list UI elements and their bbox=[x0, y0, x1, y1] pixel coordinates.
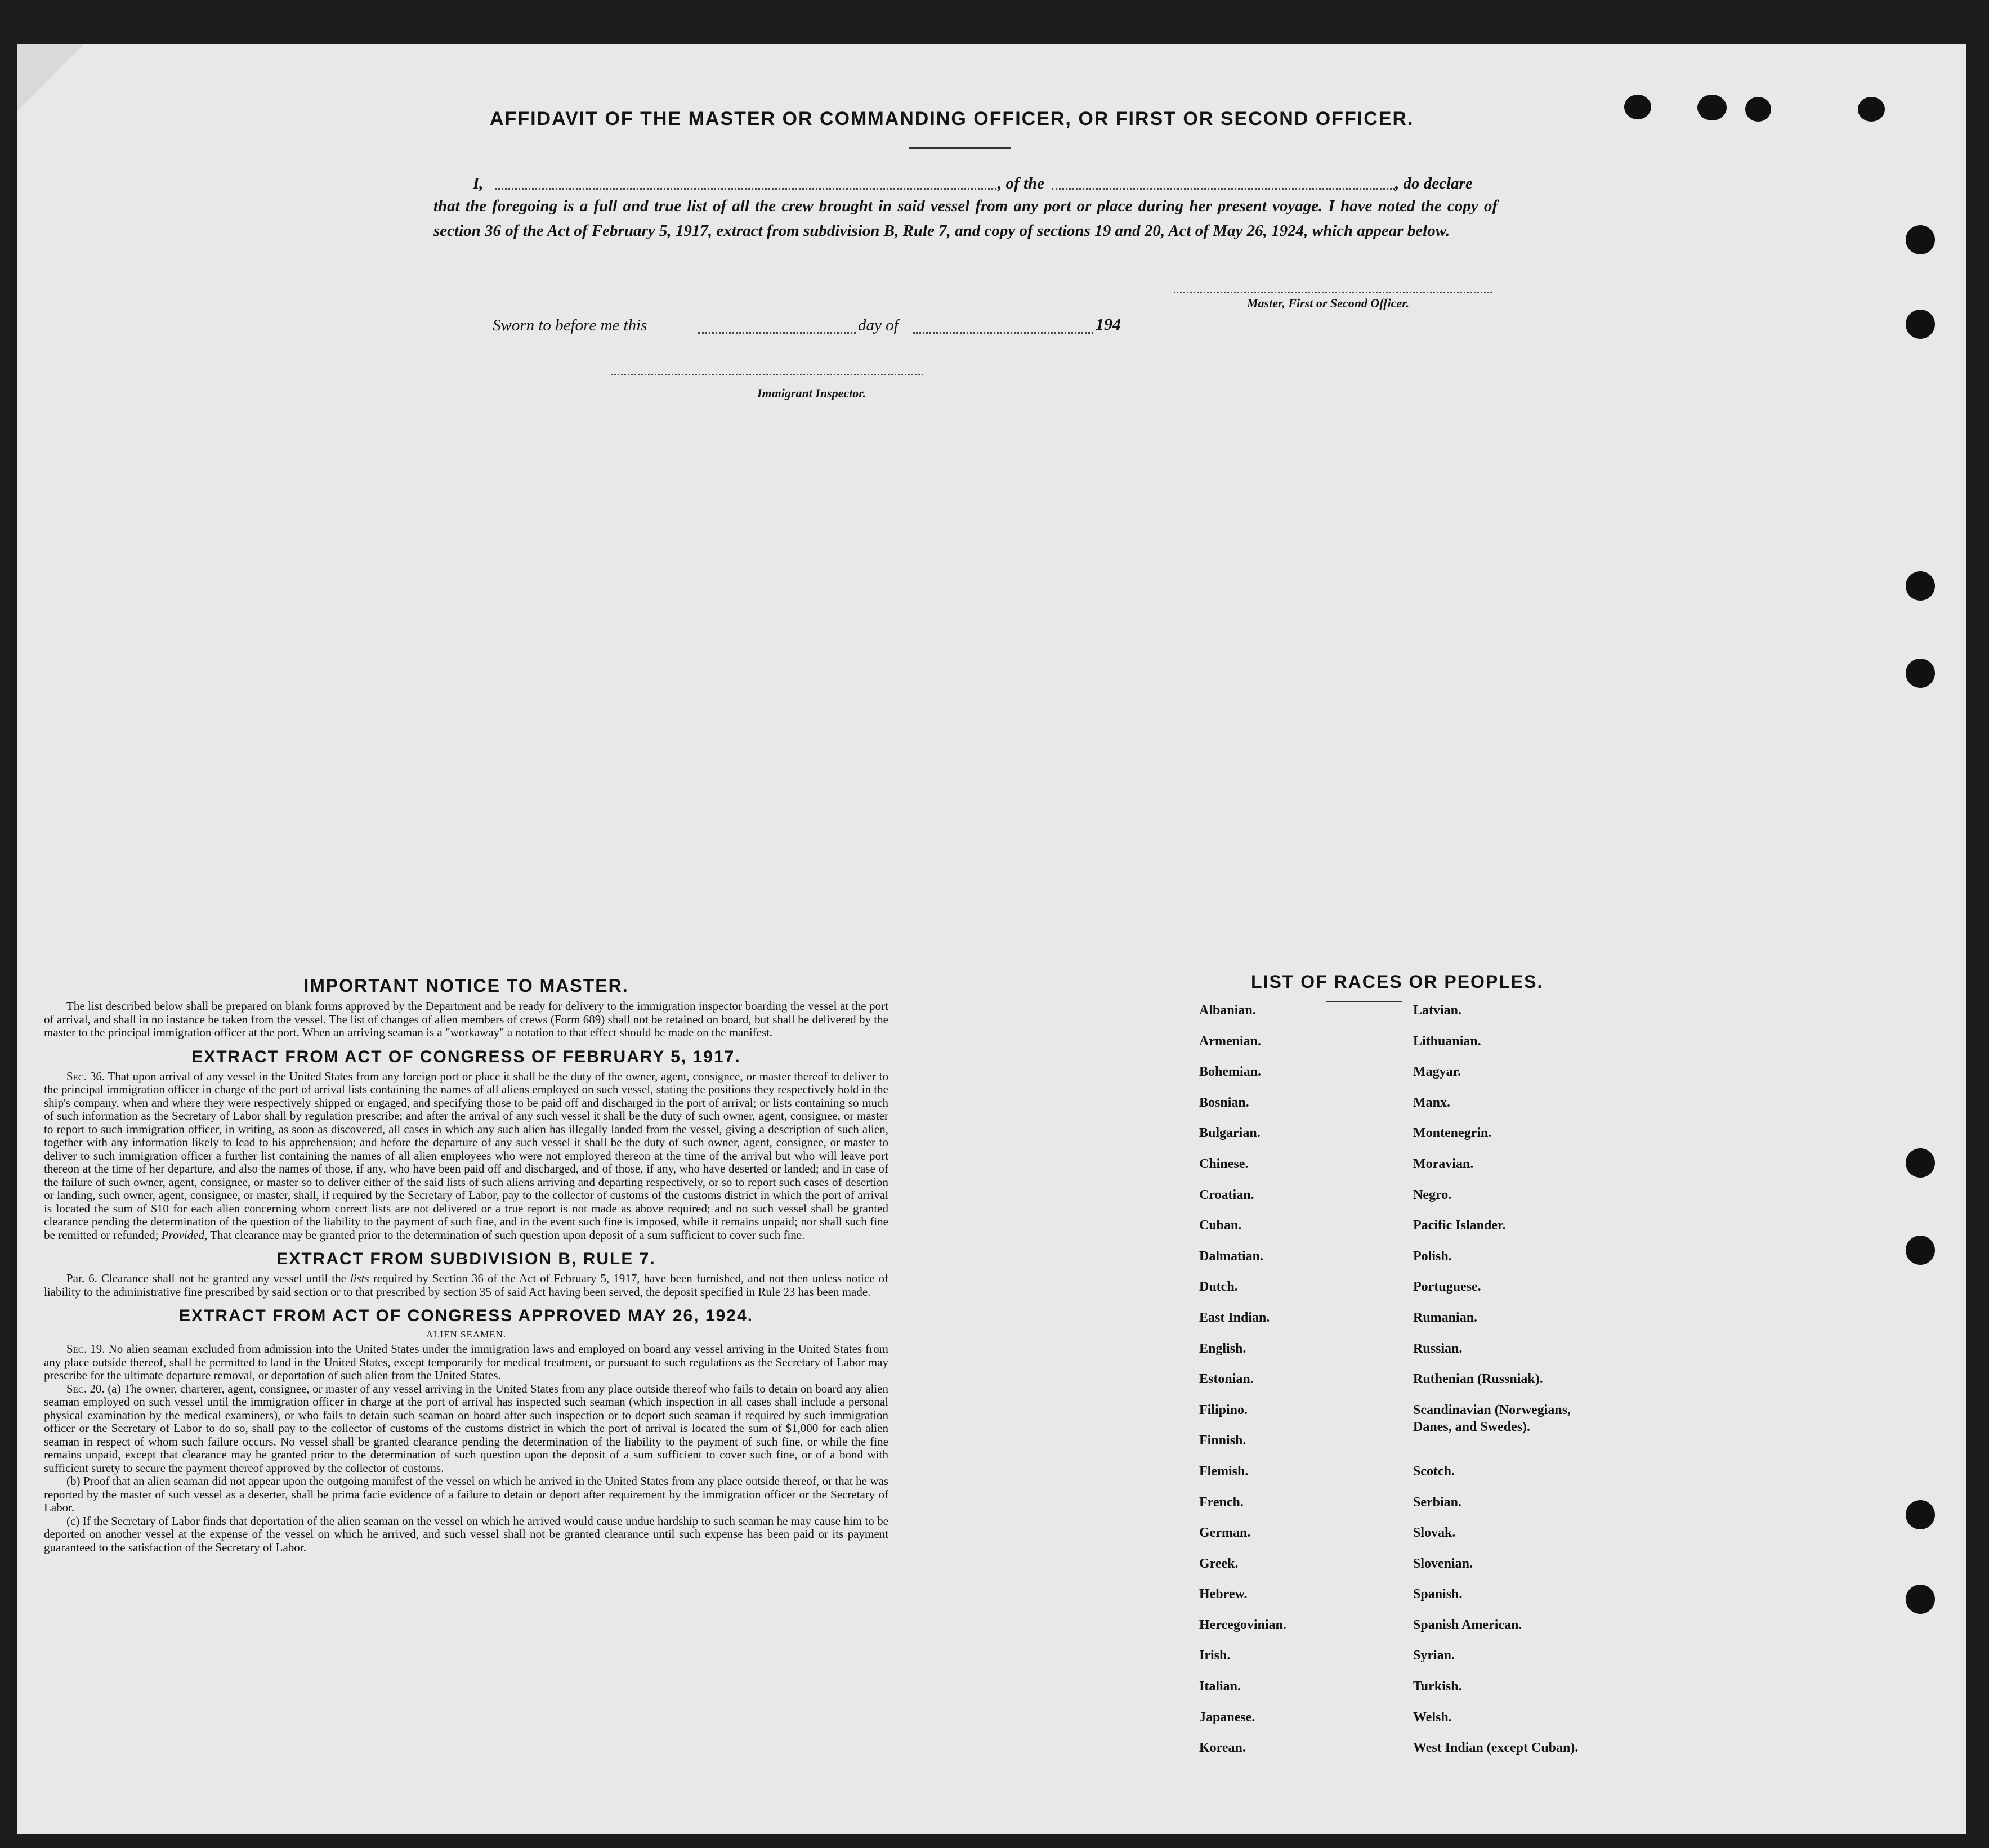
folded-corner bbox=[17, 44, 84, 111]
race-item: Dutch. bbox=[1199, 1279, 1238, 1295]
race-item: Magyar. bbox=[1413, 1064, 1461, 1080]
race-item: Italian. bbox=[1199, 1679, 1241, 1694]
race-item: East Indian. bbox=[1199, 1310, 1270, 1325]
race-item: Portuguese. bbox=[1413, 1279, 1481, 1295]
race-item: Ruthenian (Russniak). bbox=[1413, 1372, 1543, 1387]
race-item: Hercegovinian. bbox=[1199, 1617, 1286, 1632]
race-item: Armenian. bbox=[1199, 1033, 1261, 1049]
sworn-label: Sworn to before me this bbox=[493, 316, 647, 334]
section-36-text: That upon arrival of any vessel in the United States from any foreign port or place it shall be the duty of the owner, agent, consignee, or master thereof to deliver to the principal immigration officer in charge of the port of arrival lists containing the names of all aliens employed on such vessel, stating the positions they respectively hold in the ship's company, when and where they were respectively shipped or engaged, and specifying those to be paid off and discharged in the port of arrival; or lists containing so much of such information as the Secretary of Labor shall by regulation prescribe; and after the arrival of any such vessel it shall be the duty of such owner, agent, consignee, or master to report to such immigration officer, in writing, as soon as discovered, all cases in which any such alien has illegally landed from the vessel, giving a description of such alien, together with any information likely to lead to his apprehension; and before the departure of any such vessel it shall be the duty of such owner, agent, consignee, or master to deliver to such immigration officer a further list containing the names of all alien employees who were not employed thereon at the time of the arrival but who will leave port thereon at the time of her departure, and also the names of those, if any, who have been paid off and discharged, and of those, if any, who have deserted or landed; and in case of the failure of such owner, agent, consignee, or master so to deliver either of the said lists of such aliens arriving and departing respectively, or so to report such cases of desertion or landing, such owner, agent, consignee, or master, shall, if required by the Secretary of Labor, pay to the collector of customs of the customs district in which the port of arrival is located the sum of $10 for each alien concerning whom correct lists are not delivered or a true report is not made as above required; and no such vessel shall be granted clearance pending the determination of the question of the liability to the payment of such fine, and in the event such fine is imposed, while it remains unpaid; nor shall such fine be remitted or refunded; bbox=[44, 1069, 888, 1242]
section-19-text: No alien seaman excluded from admission into the United States under the immigration laws and employed on board any vessel arriving in the United States from any place outside thereof, shall be permitted to land in the United States, except temporarily for medical treatment, or pursuant to such regulations as the Secretary of Labor may prescribe for the ultimate departure removal, or deportation of such alien from the United States. bbox=[44, 1342, 888, 1382]
section-20a-text: (a) The owner, charterer, agent, consignee, or master of any vessel arriving in the United States from any place outside thereof who fails to detain on board any alien seaman employed on such vessel until the immigration officer in charge at the port of arrival has inspected such seaman (which inspection in all cases shall include a personal physical examination by the medical examiners), or who fails to detain such seaman on board after such inspection or to deport such seaman if required by such immigration officer or the Secretary of Labor to do so, shall pay to the collector of customs of the customs district in which the port of arrival is located the sum of $1,000 for each alien seaman in respect of whom such failure occurs. No vessel shall be granted clearance pending the determination of the liability to the payment of such fine, or while the fine remains unpaid, except that clearance may be granted prior to the determination of such question upon the deposit of a sum sufficient to cover such fine, or of a bond with sufficient surety to secure the payment thereof approved by the collector of customs. bbox=[44, 1381, 889, 1475]
race-item: Japanese. bbox=[1199, 1710, 1255, 1725]
race-item: Spanish. bbox=[1413, 1587, 1463, 1602]
section-20b: (b) Proof that an alien seaman did not appear upon the outgoing manifest of the vessel on which he arrived in the United States from any place outside thereof, or that he was reported by the master of such vessel as a deserter, shall be prima facie evidence of a failure to detain or deport after requirement by the immigration officer or the Secretary of Labor. bbox=[44, 1474, 888, 1514]
section-20a bbox=[44, 1382, 888, 1475]
race-item: Spanish American. bbox=[1413, 1617, 1522, 1632]
race-item: Russian. bbox=[1413, 1341, 1463, 1356]
race-item: Hebrew. bbox=[1199, 1587, 1248, 1602]
document-page bbox=[17, 44, 1966, 1834]
race-item: French. bbox=[1199, 1494, 1244, 1510]
race-item: Slovak. bbox=[1413, 1525, 1456, 1541]
race-item: Flemish. bbox=[1199, 1464, 1249, 1479]
notice-text: The list described below shall be prepared on blank forms approved by the Department and be ready for delivery to the immigration inspector boarding the vessel at the port of arrival, and shall in no instance be taken from the vessel. The list of changes of alien members of crews (Form 689) shall not be retained on board, but shall be delivered by the master to the principal immigration officer at the port. When an arriving seaman is a "workaway" a notation to that effect should be made on the manifest. bbox=[44, 999, 888, 1039]
affidavit-title: AFFIDAVIT OF THE MASTER OR COMMANDING OFFICER, OR FIRST OR SECOND OFFICER. bbox=[490, 108, 1414, 129]
race-item: Bohemian. bbox=[1199, 1064, 1262, 1080]
race-item: Latvian. bbox=[1413, 1003, 1462, 1018]
race-item: Rumanian. bbox=[1413, 1310, 1478, 1325]
extract-1924-title: EXTRACT FROM ACT OF CONGRESS APPROVED MAY 26, 1924. bbox=[179, 1306, 753, 1325]
inspector-label: Immigrant Inspector. bbox=[757, 386, 866, 400]
proviso-label: Provided, bbox=[161, 1228, 208, 1242]
title-underline bbox=[909, 147, 1011, 149]
race-item: Lithuanian. bbox=[1413, 1033, 1481, 1049]
binder-hole bbox=[1624, 95, 1651, 119]
race-item: Croatian. bbox=[1199, 1187, 1254, 1202]
race-item: Polish. bbox=[1413, 1249, 1452, 1264]
race-item: Albanian. bbox=[1199, 1003, 1256, 1018]
rule7-lists-word: lists bbox=[350, 1272, 369, 1285]
affidavit-of-the: , of the bbox=[998, 174, 1044, 193]
race-item: Estonian. bbox=[1199, 1372, 1254, 1387]
signature-label: Master, First or Second Officer. bbox=[1247, 296, 1410, 310]
race-item: English. bbox=[1199, 1341, 1246, 1356]
inspector-line bbox=[611, 374, 923, 375]
race-item: Bosnian. bbox=[1199, 1095, 1249, 1110]
day-of-label: day of bbox=[858, 316, 899, 334]
race-item: Filipino. bbox=[1199, 1402, 1248, 1417]
rule7-par-label: Par. 6. bbox=[66, 1272, 97, 1285]
section-36 bbox=[44, 1070, 888, 1242]
race-item: Slovenian. bbox=[1413, 1556, 1473, 1571]
binder-hole bbox=[1906, 659, 1935, 688]
signature-line bbox=[1174, 292, 1492, 293]
extract-rule7-title: EXTRACT FROM SUBDIVISION B, RULE 7. bbox=[276, 1250, 656, 1268]
race-item: Negro. bbox=[1413, 1187, 1452, 1202]
races-title: LIST OF RACES OR PEOPLES. bbox=[1251, 972, 1544, 992]
race-item: Manx. bbox=[1413, 1095, 1450, 1110]
affidavit-do-declare: , do declare bbox=[1395, 174, 1473, 193]
binder-hole bbox=[1906, 310, 1935, 339]
race-item: Dalmatian. bbox=[1199, 1249, 1263, 1264]
race-item: Scandinavian (Norwegians, Danes, and Swedes). bbox=[1413, 1402, 1571, 1434]
notice-title: IMPORTANT NOTICE TO MASTER. bbox=[303, 976, 629, 996]
race-item: West Indian (except Cuban). bbox=[1413, 1740, 1579, 1756]
race-item: Welsh. bbox=[1413, 1710, 1452, 1725]
binder-hole bbox=[1697, 95, 1727, 120]
race-item: German. bbox=[1199, 1525, 1251, 1541]
affidavit-body: that the foregoing is a full and true list of all the crew brought in said vessel from any port or place during her present voyage. I have noted the copy of section 36 of the Act of February 5, 1917, extract from subdivision B, Rule 7, and copy of sections 19 and 20, Act of May 26, 1924, which appear below. bbox=[433, 197, 1498, 240]
race-item: Finnish. bbox=[1199, 1433, 1246, 1448]
race-item: Montenegrin. bbox=[1413, 1126, 1492, 1141]
races-list bbox=[1199, 1002, 1638, 1770]
sworn-day-blank bbox=[698, 332, 856, 334]
section-19 bbox=[44, 1343, 888, 1382]
binder-hole bbox=[1906, 1500, 1935, 1529]
rule7-text-a: Clearance shall not be granted any vessel until the bbox=[101, 1272, 346, 1285]
notices-column bbox=[44, 976, 888, 1554]
affidavit-i-label: I, bbox=[473, 174, 484, 193]
binder-hole bbox=[1906, 571, 1935, 601]
race-item: Pacific Islander. bbox=[1413, 1218, 1506, 1233]
race-item: Turkish. bbox=[1413, 1679, 1462, 1694]
race-item: Scotch. bbox=[1413, 1464, 1455, 1479]
rule7-paragraph bbox=[44, 1272, 888, 1299]
section-20c: (c) If the Secretary of Labor finds that deportation of the alien seaman on the vessel on which he arrived would cause undue hardship to such seaman he may cause him to be deported on another vessel at the expense of the vessel on which he arrived, and such vessel shall not be granted clearance until such expense has been paid or its payment guaranteed to the satisfaction of the Secretary of Labor. bbox=[44, 1514, 888, 1554]
extract-1917-title: EXTRACT FROM ACT OF CONGRESS OF FEBRUARY 5, 1917. bbox=[191, 1047, 741, 1066]
race-item: Serbian. bbox=[1413, 1494, 1462, 1510]
binder-hole bbox=[1745, 97, 1771, 122]
section-19-label: Sec. 19. bbox=[66, 1342, 105, 1355]
section-36-label: Sec. 36. bbox=[66, 1069, 105, 1083]
vessel-blank bbox=[1052, 188, 1395, 190]
binder-hole bbox=[1906, 225, 1935, 254]
section-20-label: Sec. 20. bbox=[66, 1381, 105, 1395]
race-item: Syrian. bbox=[1413, 1648, 1455, 1663]
binder-hole bbox=[1906, 1148, 1935, 1178]
proviso-text: That clearance may be granted prior to the determination of such question upon deposit of a sum sufficient to cover such fine. bbox=[210, 1228, 805, 1242]
race-item: Irish. bbox=[1199, 1648, 1231, 1663]
alien-seamen-subtitle: ALIEN SEAMEN. bbox=[426, 1329, 507, 1340]
name-blank bbox=[495, 188, 996, 190]
binder-hole bbox=[1906, 1585, 1935, 1614]
race-item: Greek. bbox=[1199, 1556, 1239, 1571]
race-item: Korean. bbox=[1199, 1740, 1246, 1756]
binder-hole bbox=[1906, 1236, 1935, 1265]
race-item: Moravian. bbox=[1413, 1156, 1474, 1171]
sworn-month-blank bbox=[913, 332, 1093, 334]
race-item: Chinese. bbox=[1199, 1156, 1249, 1171]
race-item: Cuban. bbox=[1199, 1218, 1242, 1233]
binder-hole bbox=[1858, 97, 1885, 122]
rule7-text-b: required by Section 36 of the Act of February 5, 1917, have been furnished, and not then unless notice of liability to the administrative fine prescribed by said section or to that prescribed by section 35 of said Act having been served, the deposit specified in Rule 23 has been made. bbox=[44, 1272, 889, 1299]
race-item: Bulgarian. bbox=[1199, 1126, 1261, 1141]
year-label: 194 bbox=[1096, 315, 1121, 334]
